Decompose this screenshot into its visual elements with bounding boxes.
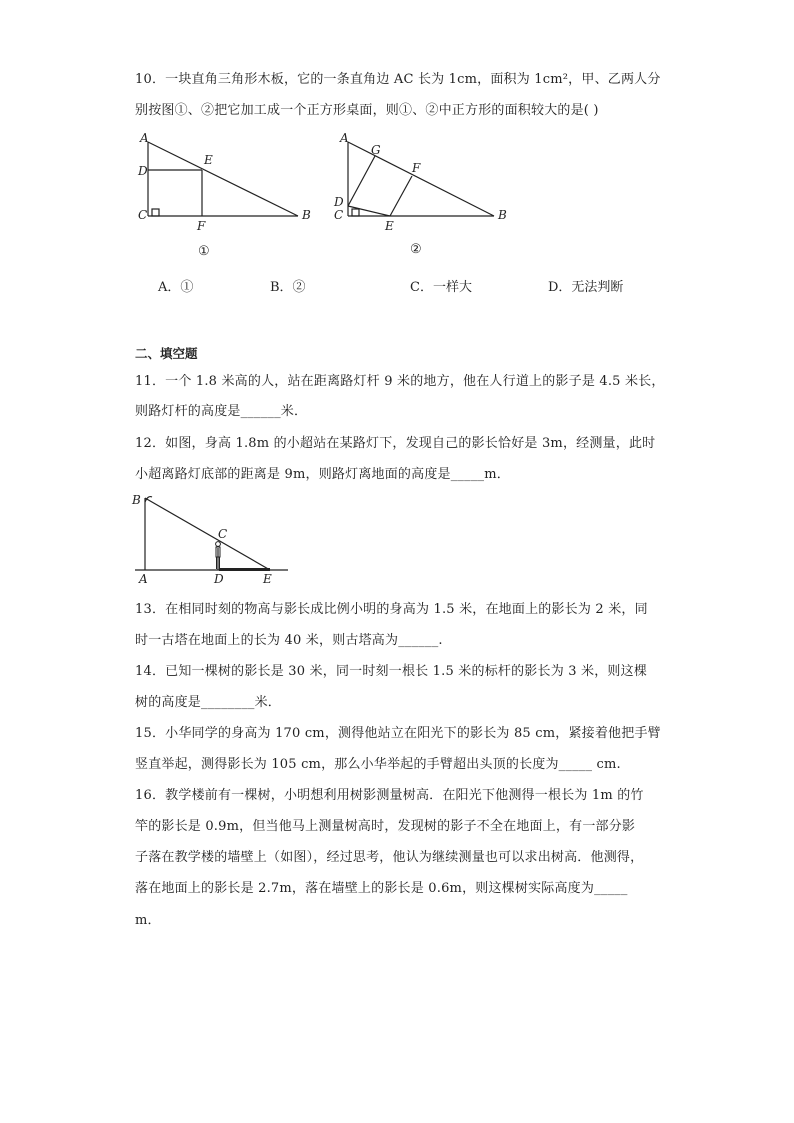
fig1-label-e: E <box>204 153 213 167</box>
fig1-right-angle-mark <box>152 209 159 216</box>
q16-line4: 落在地面上的影长是 2.7m，落在墙壁上的影长是 0.6m，则这棵树实际高度为_____ <box>135 881 628 896</box>
q10-line1: 10．一块直角三角形木板，它的一条直角边 AC 长为 1cm，面积为 1cm²，甲、乙两人分 <box>135 72 661 87</box>
section-title: 二、填空题 <box>135 346 198 361</box>
lamp-label-a: A <box>139 572 148 585</box>
q14-line2: 树的高度是________米． <box>135 695 282 710</box>
fig1-label-c: C <box>138 208 148 222</box>
figure-1-square-in-triangle <box>130 128 320 263</box>
q16-line3: 子落在教学楼的墙壁上（如图），经过思考，他认为继续测量也可以求出树高．他测得， <box>135 850 644 865</box>
fig1-hypotenuse-ab <box>148 142 298 216</box>
q13-line1: 13．在相同时刻的物高与影长成比例小明的身高为 1.5 米，在地面上的影长为 2 米，同 <box>135 602 648 617</box>
fig1-caption: ① <box>198 244 210 259</box>
fig1-label-a: A <box>140 131 149 145</box>
q10-line2: 别按图①、②把它加工成一个正方形桌面，则①、②中正方形的面积较大的是( ) <box>135 103 599 118</box>
lamp-label-e: E <box>263 572 272 585</box>
fig2-square-side-de <box>348 206 390 216</box>
q10-option-d[interactable]: D．无法判断 <box>548 280 624 295</box>
q10-option-a[interactable]: A．① <box>158 280 194 295</box>
q16-line5: m． <box>135 913 161 928</box>
q15-line1: 15．小华同学的身高为 170 cm，测得他站立在阳光下的影长为 85 cm，紧接着他把手臂 <box>135 726 661 741</box>
q11-line1: 11．一个 1.8 米高的人，站在距离路灯杆 9 米的地方，他在人行道上的影子是 4.5 米长， <box>135 374 665 389</box>
fig2-square-side-gd <box>348 156 375 206</box>
lamp-label-b: B <box>132 493 141 507</box>
fig2-caption: ② <box>410 242 422 257</box>
lamp-label-c: C <box>218 527 228 541</box>
fig1-label-d: D <box>138 164 148 178</box>
q14-line1: 14．已知一棵树的影长是 30 米，同一时刻一根长 1.5 米的标杆的影长为 3 米，则这棵 <box>135 664 648 679</box>
fig2-label-e: E <box>385 219 394 233</box>
figure-street-lamp <box>130 490 295 585</box>
fig2-label-a: A <box>340 131 349 145</box>
q15-line2: 竖直举起，测得影长为 105 cm，那么小华举起的手臂超出头顶的长度为_____ cm. <box>135 757 621 772</box>
fig2-label-c: C <box>334 208 344 222</box>
fig2-square-side-ef <box>390 176 412 216</box>
fig1-label-f: F <box>197 219 206 233</box>
figure-2-square-on-hypotenuse <box>328 128 518 263</box>
fig2-label-d: D <box>334 195 344 209</box>
q10-option-c[interactable]: C．一样大 <box>410 280 472 295</box>
q10-option-b[interactable]: B．② <box>270 280 306 295</box>
q16-line2: 竿的影长是 0.9m，但当他马上测量树高时，发现树的影子不全在地面上，有一部分影 <box>135 819 636 834</box>
fig2-label-b: B <box>498 208 507 222</box>
fig2-label-f: F <box>412 161 421 175</box>
lamp-label-d: D <box>214 572 224 585</box>
fig2-label-g: G <box>371 143 381 157</box>
fig2-hypotenuse-ab <box>348 142 494 216</box>
fig1-label-b: B <box>302 208 311 222</box>
q16-line1: 16．教学楼前有一棵树，小明想利用树影测量树高．在阳光下他测得一根长为 1m 的竹 <box>135 788 644 803</box>
q12-line2: 小超离路灯底部的距离是 9m，则路灯离地面的高度是_____m． <box>135 467 510 482</box>
q13-line2: 时一古塔在地面上的长为 40 米，则古塔高为______. <box>135 633 443 648</box>
q11-line2: 则路灯杆的高度是______米． <box>135 404 308 419</box>
fig2-right-angle-mark <box>352 209 359 216</box>
q12-line1: 12．如图，身高 1.8m 的小超站在某路灯下，发现自己的影长恰好是 3m，经测量，此时 <box>135 436 656 451</box>
light-ray-be <box>145 498 270 570</box>
